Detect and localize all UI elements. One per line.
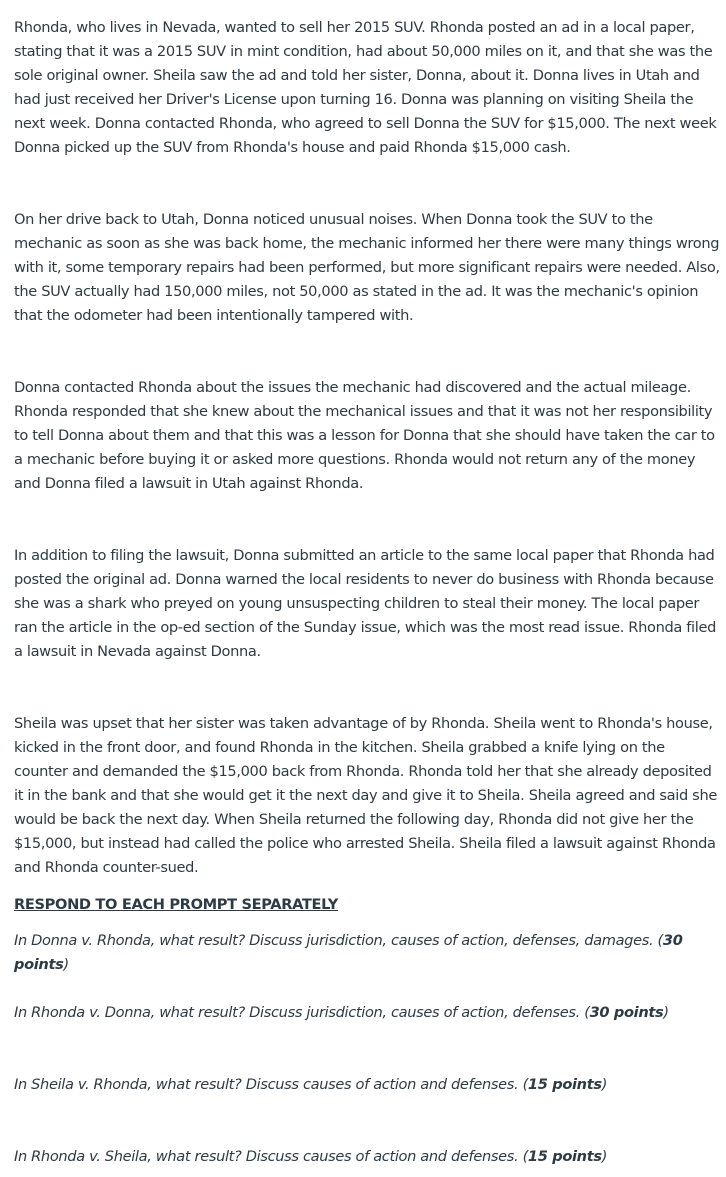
prompt-rhonda-v-sheila: [14, 1145, 722, 1169]
prompt-donna-v-rhonda: [14, 929, 722, 977]
instructions-heading: RESPOND TO EACH PROMPT SEPARATELY: [14, 896, 339, 913]
prompt-points: 30 points: [14, 932, 683, 973]
prompt-text: In Rhonda v. Donna, what result? Discuss jurisdiction, causes of action, defenses. (: [14, 1004, 590, 1021]
prompt-close: ): [601, 1148, 608, 1165]
prompt-points: 15 points: [527, 1148, 602, 1165]
fact-paragraph-3: Donna contacted Rhonda about the issues the mechanic had discovered and the actual mileage. Rhonda responded that she knew about the mechanical issues and that it was not her responsibility to tell Donna about them and that this was a lesson for Donna that she should have taken the car to a mechanic before buying it or asked more questions. Rhonda would not return any of the money and Donna filed a lawsuit in Utah against Rhonda.: [14, 379, 715, 492]
fact-paragraph-2: On her drive back to Utah, Donna noticed unusual noises. When Donna took the SUV to the mechanic as soon as she was back home, the mechanic informed her there were many things wrong with it, some temporary repairs had been performed, but more significant repairs were needed. Also, the SUV actually had 150,000 miles, not 50,000 as stated in the ad. It was the mechanic's opinion that the odometer had been intentionally tampered with.: [14, 211, 720, 324]
prompt-text: In Rhonda v. Sheila, what result? Discuss causes of action and defenses. (: [14, 1148, 528, 1165]
prompt-text: In Sheila v. Rhonda, what result? Discuss causes of action and defenses. (: [14, 1076, 528, 1093]
fact-paragraph-4: In addition to filing the lawsuit, Donna submitted an article to the same local paper that Rhonda had posted the original ad. Donna warned the local residents to never do business with Rhonda because she was a shark who preyed on young unsuspecting children to steal their money. The local paper ran the article in the op-ed section of the Sunday issue, which was the most read issue. Rhonda filed a lawsuit in Nevada against Donna.: [14, 547, 717, 660]
prompt-sheila-v-rhonda: [14, 1073, 722, 1097]
prompt-rhonda-v-donna: [14, 1001, 722, 1025]
prompt-text: In Donna v. Rhonda, what result? Discuss jurisdiction, causes of action, defenses, damages. (: [14, 932, 663, 949]
fact-paragraph-5: Sheila was upset that her sister was taken advantage of by Rhonda. Sheila went to Rhonda's house, kicked in the front door, and found Rhonda in the kitchen. Sheila grabbed a knife lying on the counter and demanded the $15,000 back from Rhonda. Rhonda told her that she already deposited it in the bank and that she would get it the next day and give it to Sheila. Sheila agreed and said she would be back the next day. When Sheila returned the following day, Rhonda did not give her the $15,000, but instead had called the police who arrested Sheila. Sheila filed a lawsuit against Rhonda and Rhonda counter-sued.: [14, 715, 717, 876]
prompt-points: 30 points: [589, 1004, 664, 1021]
prompt-points: 15 points: [527, 1076, 602, 1093]
fact-paragraph-1: Rhonda, who lives in Nevada, wanted to sell her 2015 SUV. Rhonda posted an ad in a local paper, stating that it was a 2015 SUV in mint condition, had about 50,000 miles on it, and that she was the sole original owner. Sheila saw the ad and told her sister, Donna, about it. Donna lives in Utah and had just received her Driver's License upon turning 16. Donna was planning on visiting Sheila the next week. Donna contacted Rhonda, who agreed to sell Donna the SUV for $15,000. The next week Donna picked up the SUV from Rhonda's house and paid Rhonda $15,000 cash.: [14, 19, 717, 156]
prompt-close: ): [63, 956, 69, 973]
prompt-close: ): [601, 1076, 608, 1093]
prompt-close: ): [663, 1004, 669, 1021]
